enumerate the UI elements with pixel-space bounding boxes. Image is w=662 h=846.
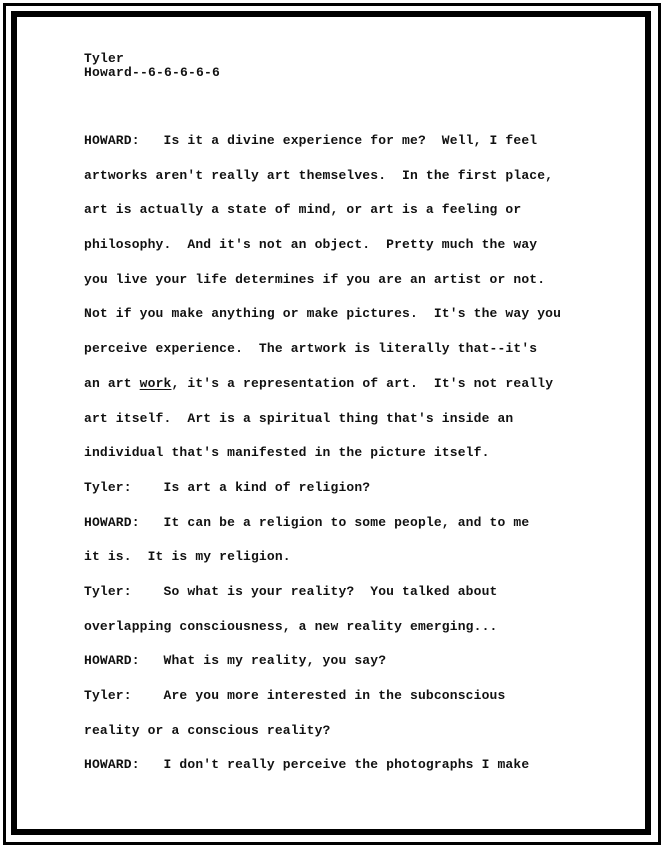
transcript-line: Tyler: Are you more interested in the subconscious — [84, 688, 506, 703]
transcript-body — [84, 131, 614, 790]
line-start: an art — [84, 375, 140, 391]
transcript-line: philosophy. And it's not an object. Pretty much the way — [84, 237, 538, 253]
line-end: , it's a representation of art. It's not really — [171, 375, 554, 391]
transcript-line: perceive experience. The artwork is literally that--it's — [84, 341, 538, 357]
header-interviewer: Tyler — [84, 51, 125, 66]
transcript-line: Tyler: Is art a kind of religion? — [84, 479, 371, 495]
transcript-line: art itself. Art is a spiritual thing that's inside an — [84, 410, 514, 426]
transcript-line: reality or a conscious reality? — [84, 722, 331, 738]
transcript-line: HOWARD: It can be a religion to some people, and to me — [84, 514, 530, 530]
transcript-line: HOWARD: I don't really perceive the photographs I make — [84, 757, 530, 773]
transcript-line: overlapping consciousness, a new reality emerging... — [84, 618, 498, 634]
transcript-line: HOWARD: Is it a divine experience for me? Well, I feel — [84, 133, 538, 148]
transcript-line: it is. It is my religion. — [84, 549, 291, 565]
transcript-line: art is actually a state of mind, or art is a feeling or — [84, 202, 522, 218]
underlined-word: work — [139, 375, 172, 391]
header-interviewee-id: Howard--6-6-6-6-6 — [84, 65, 221, 80]
transcript-line: artworks aren't really art themselves. In the first place, — [84, 167, 554, 183]
transcript-line: you live your life determines if you are an artist or not. — [84, 271, 546, 287]
transcript-line: Tyler: So what is your reality? You talked about — [84, 583, 498, 599]
transcript-line: HOWARD: What is my reality, you say? — [84, 653, 387, 669]
transcript-line: individual that's manifested in the picture itself. — [84, 445, 490, 461]
transcript-line-underlined — [84, 374, 614, 409]
document-header — [84, 52, 220, 80]
transcript-line: Not if you make anything or make pictures. It's the way you — [84, 306, 562, 322]
